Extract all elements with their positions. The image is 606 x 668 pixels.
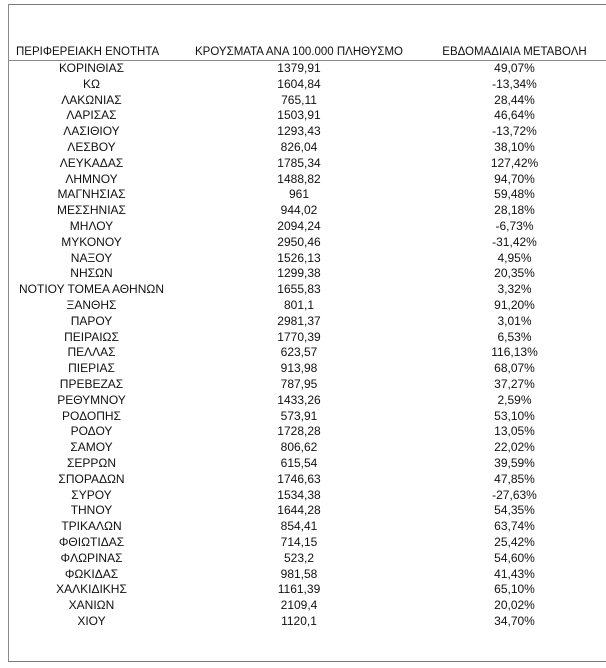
region-cell: ΛΕΣΒΟΥ (67, 139, 116, 154)
table-row (8, 377, 606, 393)
region-cell: ΤΡΙΚΑΛΩΝ (61, 519, 122, 534)
region-cell: ΣΕΡΡΩΝ (66, 455, 117, 470)
weekly-change-cell: 37,27% (494, 376, 535, 391)
weekly-change-cell: 49,07% (494, 61, 535, 75)
region-cell: ΡΕΘΥΜΝΟΥ (57, 392, 126, 407)
region-cell: ΦΩΚΙΔΑΣ (64, 566, 119, 581)
table-row (8, 503, 606, 519)
cases-cell: 1379,91 (277, 61, 321, 75)
cases-cell: 1534,38 (277, 487, 321, 502)
weekly-change-cell: 65,10% (494, 582, 535, 597)
weekly-change-cell: 2,59% (497, 392, 532, 407)
bottom-border (8, 661, 606, 662)
table-row (8, 582, 606, 598)
cases-cell: 944,02 (280, 203, 318, 218)
table-row (8, 456, 606, 472)
region-cell: ΧΑΝΙΩΝ (68, 598, 115, 613)
cases-cell: 854,41 (280, 519, 318, 534)
cases-cell: 787,95 (280, 376, 318, 391)
region-cell: ΠΑΡΟΥ (70, 313, 113, 328)
table-row (8, 235, 606, 251)
cases-cell: 1120,1 (281, 613, 317, 628)
weekly-change-cell: -6,73% (495, 218, 534, 233)
cases-cell: 1488,82 (277, 171, 321, 186)
region-cell: ΣΥΡΟΥ (71, 487, 112, 502)
table-row (8, 172, 606, 188)
table-row (8, 314, 606, 330)
cases-cell: 623,57 (280, 345, 318, 360)
table-row (8, 298, 606, 314)
cases-cell: 1433,26 (277, 392, 321, 407)
region-cell: ΛΑΣΙΘΙΟΥ (63, 124, 120, 139)
table-row (8, 519, 606, 535)
header-weekly-change: ΕΒΔΟΜΑΔΙΑΙΑ ΜΕΤΑΒΟΛΗ (442, 46, 587, 58)
cases-cell: 714,15 (280, 534, 318, 549)
weekly-change-cell: 4,95% (497, 250, 532, 265)
region-cell: ΝΗΣΩΝ (70, 266, 113, 281)
weekly-change-cell: 13,05% (494, 424, 535, 439)
cases-cell: 2094,24 (277, 218, 321, 233)
cases-cell: 1161,39 (277, 582, 321, 597)
cases-cell: 806,62 (280, 440, 318, 455)
region-cell: ΛΗΜΝΟΥ (65, 171, 118, 186)
cases-cell: 573,91 (280, 408, 318, 423)
table-row (8, 488, 606, 504)
weekly-change-cell: 34,70% (494, 613, 535, 628)
cases-cell: 2109,4 (280, 598, 318, 613)
region-cell: ΦΘΙΩΤΙΔΑΣ (58, 534, 125, 549)
region-cell: ΞΑΝΘΗΣ (66, 297, 117, 312)
region-cell: ΛΑΚΩΝΙΑΣ (61, 92, 122, 107)
cases-cell: 1644,28 (277, 503, 321, 518)
weekly-change-cell: 59,48% (494, 187, 535, 202)
region-cell: ΛΕΥΚΑΔΑΣ (59, 155, 124, 170)
region-cell: ΜΑΓΝΗΣΙΑΣ (57, 187, 126, 202)
table-header (8, 45, 606, 60)
table-row (8, 361, 606, 377)
table-row (8, 424, 606, 440)
region-cell: ΧΑΛΚΙΔΙΚΗΣ (56, 582, 127, 597)
weekly-change-cell: 41,43% (494, 566, 535, 581)
cases-cell: 1293,43 (277, 124, 321, 139)
region-cell: ΣΠΟΡΑΔΩΝ (58, 471, 125, 486)
region-cell: ΝΑΞΟΥ (70, 250, 113, 265)
region-cell: ΠΡΕΒΕΖΑΣ (59, 376, 124, 391)
top-border (8, 4, 606, 5)
table-row (8, 345, 606, 361)
region-cell: ΤΗΝΟΥ (70, 503, 113, 518)
region-cell: ΠΕΛΛΑΣ (67, 345, 116, 360)
cases-cell: 1728,28 (277, 424, 321, 439)
region-cell: ΠΙΕΡΙΑΣ (68, 361, 115, 376)
cases-cell: 1299,38 (277, 266, 321, 281)
table-row (8, 203, 606, 219)
table-row (8, 330, 606, 346)
table-row (8, 409, 606, 425)
weekly-change-cell: 127,42% (490, 155, 539, 170)
header-row (8, 45, 606, 60)
table-row (8, 124, 606, 140)
cases-cell: 1604,84 (277, 76, 321, 91)
weekly-change-cell: 22,02% (494, 440, 535, 455)
region-cell: ΜΗΛΟΥ (69, 218, 114, 233)
region-cell: ΠΕΙΡΑΙΩΣ (64, 329, 119, 344)
weekly-change-cell: 6,53% (497, 329, 532, 344)
region-cell: ΜΥΚΟΝΟΥ (61, 234, 122, 249)
region-cell: ΡΟΔΟΥ (70, 424, 113, 439)
region-cell: ΦΛΩΡΙΝΑΣ (60, 550, 123, 565)
region-cell: ΚΟΡΙΝΘΙΑΣ (58, 61, 125, 75)
region-cell: ΡΟΔΟΠΗΣ (62, 408, 121, 423)
cases-cell: 961 (288, 187, 310, 202)
data-table (8, 45, 606, 630)
table-row (8, 187, 606, 203)
cases-cell: 801,1 (283, 297, 315, 312)
table-row (8, 282, 606, 298)
table-row (8, 440, 606, 456)
region-cell: ΛΑΡΙΣΑΣ (66, 108, 117, 123)
cases-cell: 2981,37 (277, 313, 321, 328)
weekly-change-cell: 20,02% (494, 598, 535, 613)
weekly-change-cell: 91,20% (494, 297, 535, 312)
table-row (8, 551, 606, 567)
weekly-change-cell: -27,63% (492, 487, 537, 502)
table-body (8, 60, 606, 630)
weekly-change-cell: 39,59% (494, 455, 535, 470)
weekly-change-cell: -13,72% (492, 124, 537, 139)
cases-cell: 523,2 (283, 550, 315, 565)
table-row (8, 77, 606, 93)
weekly-change-cell: 68,07% (494, 361, 535, 376)
cases-cell: 1503,91 (277, 108, 321, 123)
weekly-change-cell: 3,32% (497, 282, 532, 297)
region-cell: ΧΙΟΥ (77, 613, 106, 628)
table-row (8, 93, 606, 109)
table-row (8, 140, 606, 156)
region-cell: ΚΩ (83, 76, 100, 91)
table-row (8, 266, 606, 282)
cases-cell: 765,11 (281, 92, 317, 107)
table-row (8, 156, 606, 172)
table-row (8, 108, 606, 124)
cases-cell: 1526,13 (277, 250, 321, 265)
weekly-change-cell: 54,35% (494, 503, 535, 518)
table-row (8, 219, 606, 235)
weekly-change-cell: 20,35% (494, 266, 535, 281)
region-cell: ΝΟΤΙΟΥ ΤΟΜΕΑ ΑΘΗΝΩΝ (18, 282, 165, 297)
cases-cell: 615,54 (280, 455, 318, 470)
header-region: ΠΕΡΙΦΕΡΕΙΑΚΗ ΕΝΟΤΗΤΑ (16, 46, 160, 58)
weekly-change-cell: 63,74% (494, 519, 535, 534)
weekly-change-cell: 38,10% (494, 139, 535, 154)
cases-cell: 981,58 (280, 566, 318, 581)
cases-cell: 826,04 (280, 139, 318, 154)
weekly-change-cell: 3,01% (497, 313, 532, 328)
table-row (8, 614, 606, 630)
weekly-change-cell: 94,70% (494, 171, 535, 186)
cases-cell: 1655,83 (277, 282, 321, 297)
weekly-change-cell: 54,60% (494, 550, 535, 565)
header-cases-per-100k: ΚΡΟΥΣΜΑΤΑ ΑΝΑ 100.000 ΠΛΗΘΥΣΜΟ (195, 46, 403, 58)
table-row (8, 60, 606, 77)
weekly-change-cell: -31,42% (492, 234, 537, 249)
cases-cell: 1785,34 (277, 155, 321, 170)
cases-cell: 1746,63 (277, 471, 321, 486)
header-underline (8, 60, 606, 61)
table-row (8, 598, 606, 614)
region-cell: ΣΑΜΟΥ (70, 440, 113, 455)
weekly-change-cell: 116,13% (491, 345, 538, 360)
table-row (8, 567, 606, 583)
table-row (8, 393, 606, 409)
table-row (8, 472, 606, 488)
weekly-change-cell: 47,85% (494, 471, 535, 486)
weekly-change-cell: 25,42% (494, 534, 535, 549)
table-row (8, 251, 606, 267)
cases-cell: 2950,46 (277, 234, 321, 249)
weekly-change-cell: 28,44% (494, 92, 535, 107)
cases-cell: 1770,39 (277, 329, 321, 344)
region-cell: ΜΕΣΣΗΝΙΑΣ (57, 203, 126, 218)
weekly-change-cell: 53,10% (494, 408, 535, 423)
table-row (8, 535, 606, 551)
weekly-change-cell: -13,34% (492, 76, 537, 91)
weekly-change-cell: 28,18% (494, 203, 535, 218)
weekly-change-cell: 46,64% (494, 108, 535, 123)
cases-cell: 913,98 (280, 361, 318, 376)
